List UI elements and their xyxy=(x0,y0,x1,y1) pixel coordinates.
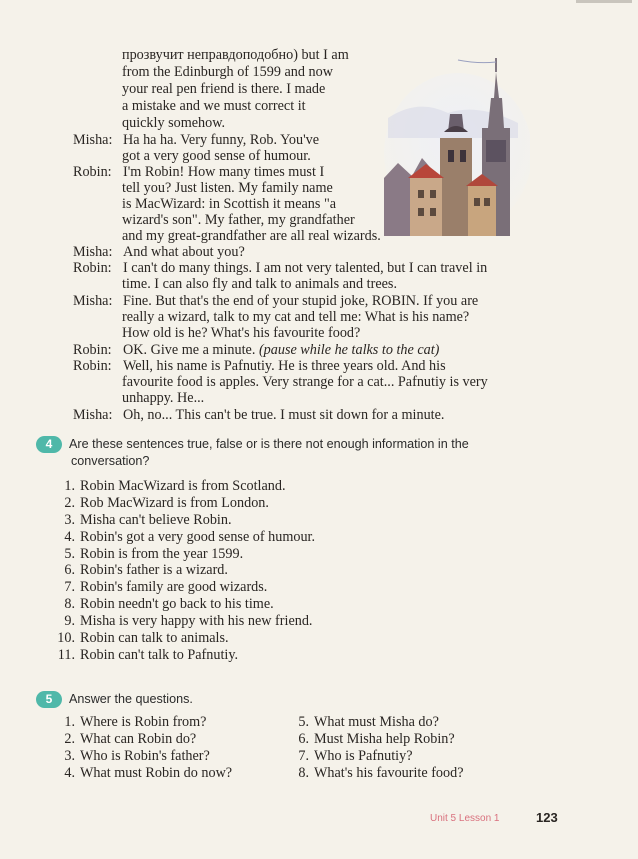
dialogue-line: OK. Give me a minute. xyxy=(123,342,259,358)
list-item: 10. Robin can talk to animals. xyxy=(57,630,229,647)
speaker-misha: Misha: xyxy=(73,407,113,423)
list-item: 6. Robin's father is a wizard. xyxy=(64,562,228,579)
stage-direction: (pause while he talks to the cat) xyxy=(258,342,440,358)
task-4-instruction-line1: Are these sentences true, false or is there not enough information in the xyxy=(69,437,469,451)
dialogue-turn xyxy=(73,260,487,276)
dialogue-turn xyxy=(73,342,439,358)
dialogue-line: Fine. But that's the end of your stupid joke, ROBIN. If you are xyxy=(123,293,479,309)
list-item: 3. Who is Robin's father? xyxy=(64,747,210,764)
task-5-list-left xyxy=(55,714,232,782)
list-item: 4. Robin's got a very good sense of humour. xyxy=(64,528,316,545)
task-4-heading xyxy=(36,436,469,453)
task-4-instruction-line2: conversation? xyxy=(71,454,150,468)
list-item: 9. Misha is very happy with his new friend. xyxy=(64,613,313,630)
task-5-badge: 5 xyxy=(36,691,62,708)
speaker-robin: Robin: xyxy=(73,260,112,276)
speaker-misha: Misha: xyxy=(73,293,113,309)
dialogue-line: прозвучит неправдоподобно) but I am xyxy=(122,47,349,63)
list-item: 7. Who is Pafnutiy? xyxy=(298,747,413,764)
dialogue-turn xyxy=(73,164,324,180)
task-5-heading xyxy=(36,691,193,708)
task-5-list-right xyxy=(289,714,464,782)
list-item: 2. Rob MacWizard is from London. xyxy=(64,494,269,511)
dialogue-line: I'm Robin! How many times must I xyxy=(123,164,325,180)
list-item: 3. Misha can't believe Robin. xyxy=(64,511,232,528)
dialogue-line: your real pen friend is there. I made xyxy=(122,81,326,97)
dialogue-line: And what about you? xyxy=(123,244,245,260)
dialogue-line: favourite food is apples. Very strange for a cat... Pafnutiy is very xyxy=(122,374,488,390)
dialogue-turn xyxy=(73,132,319,148)
task-5-instruction: Answer the questions. xyxy=(69,692,193,706)
task-4-list xyxy=(55,478,315,664)
page-number: 123 xyxy=(536,810,558,825)
list-item: 8. Robin needn't go back to his time. xyxy=(64,596,274,613)
dialogue-line: really a wizard, talk to my cat and tell me: What is his name? xyxy=(122,309,470,325)
list-item: 1. Robin MacWizard is from Scotland. xyxy=(64,478,286,494)
list-item: 6. Must Misha help Robin? xyxy=(298,730,455,747)
dialogue-turn xyxy=(73,244,245,260)
dialogue-line: from the Edinburgh of 1599 and now xyxy=(122,64,333,80)
footer-unit-lesson: Unit 5 Lesson 1 xyxy=(430,813,500,824)
speaker-robin: Robin: xyxy=(73,358,112,374)
castle-illustration xyxy=(378,58,530,236)
list-item: 2. What can Robin do? xyxy=(64,730,197,747)
dialogue-turn xyxy=(73,407,444,423)
dialogue-line: How old is he? What's his favourite food? xyxy=(122,325,361,341)
top-edge-line xyxy=(576,0,632,3)
list-item: 4. What must Robin do now? xyxy=(64,764,233,781)
list-item: 7. Robin's family are good wizards. xyxy=(64,579,268,596)
list-item: 1. Where is Robin from? xyxy=(64,714,207,730)
dialogue-line: Ha ha ha. Very funny, Rob. You've xyxy=(123,132,320,148)
speaker-robin: Robin: xyxy=(73,342,112,358)
dialogue-line: unhappy. He... xyxy=(122,390,205,406)
dialogue-line: a mistake and we must correct it xyxy=(122,98,306,114)
dialogue-line: time. I can also fly and talk to animals and trees. xyxy=(122,276,397,292)
dialogue-turn xyxy=(73,293,478,309)
dialogue-line: and my great-grandfather are all real wizards. xyxy=(122,228,381,244)
speaker-misha: Misha: xyxy=(73,132,113,148)
dialogue-line: I can't do many things. I am not very talented, but I can travel in xyxy=(123,260,488,276)
dialogue-turn xyxy=(73,358,446,374)
list-item: 5. Robin is from the year 1599. xyxy=(64,545,244,562)
list-item: 8. What's his favourite food? xyxy=(298,764,464,781)
dialogue-line: tell you? Just listen. My family name xyxy=(122,180,333,196)
dialogue-line: is MacWizard: in Scottish it means "a xyxy=(122,196,337,212)
speaker-misha: Misha: xyxy=(73,244,113,260)
dialogue-line: Well, his name is Pafnutiy. He is three years old. And his xyxy=(123,358,446,374)
dialogue-line: Oh, no... This can't be true. I must sit down for a minute. xyxy=(123,407,445,423)
list-item: 5. What must Misha do? xyxy=(298,714,439,730)
dialogue-line: wizard's son". My father, my grandfather xyxy=(122,212,355,228)
list-item: 11. Robin can't talk to Pafnutiy. xyxy=(57,646,239,663)
dialogue-line: quickly somehow. xyxy=(122,115,226,131)
task-4-badge: 4 xyxy=(36,436,62,453)
speaker-robin: Robin: xyxy=(73,164,112,180)
dialogue-line: got a very good sense of humour. xyxy=(122,148,311,164)
